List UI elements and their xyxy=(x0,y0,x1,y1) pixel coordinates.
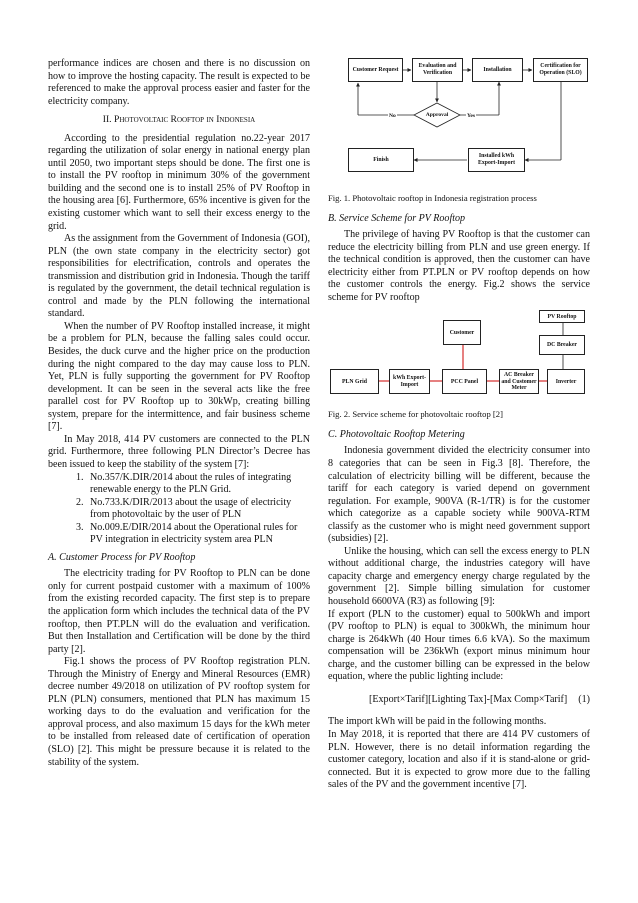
paragraph-housing: Unlike the housing, which can sell the excess energy to PLN without additional charge, the industries category will have capacity charge and emergency energy charge regulated by the government [2]. Simple billing simulation for customer household 6600VA (R3) as following [9]: xyxy=(328,545,590,608)
intro-paragraph: performance indices are chosen and there is no discussion on how to improve the hosting capacity. The result is expected to be referenced to make the approval process easier and faster for the electricity company. xyxy=(48,58,310,107)
figure-1-caption: Fig. 1. Photovoltaic rooftop in Indonesia registration process xyxy=(328,193,537,203)
equation-number: (1) xyxy=(578,693,590,705)
inverter-box: Inverter xyxy=(547,369,585,394)
installation-box: Installation xyxy=(472,58,523,82)
figure-2 xyxy=(328,310,590,396)
left-column xyxy=(48,58,310,769)
subheading-c: C. Photovoltaic Rooftop Metering xyxy=(328,428,465,440)
dc-breaker-box: DC Breaker xyxy=(539,335,585,355)
right-column xyxy=(328,58,590,792)
yes-label: Yes xyxy=(466,110,476,123)
section-heading xyxy=(48,114,310,127)
paragraph-regulation: According to the presidential regulation no.22-year 2017 regarding the utilization of solar energy in national energy plan until 2050, two important steps should be done. The first one is to install the PV rooftop in minimum 30% of the government building and the second one is to install 25% of PV Rooftop in the housing area [6]. Furthermore, 65% incentive is given for the existing customer which want to sell their excess energy to the grid. xyxy=(48,132,310,232)
paragraph-trading: The electricity trading for PV Rooftop to PLN can be done only for current postpaid customer with a maximum of 100% from the existing recorded capacity. The first step is to prepare the application form which includes the technical data of the PV rooftop, then PT.PLN will do the evaluation and verification. But then Installation and Certification will be done by the third party [2]. xyxy=(48,568,310,655)
list-item: 1. No.357/K.DIR/2014 about the rules of integrating renewable energy to the PLN Grid. xyxy=(86,472,310,497)
paragraph-customers: In May 2018, 414 PV customers are connected to the PLN grid. Furthermore, three following PLN Director’s Decree has been issued to keep the stability of the system [7]: xyxy=(48,433,310,470)
equation-expression: [Export×Tarif][Lighting Tax]-[Max Comp×Tarif] xyxy=(369,693,568,705)
customer-request-box: Customer Request xyxy=(348,58,403,82)
no-label: No xyxy=(388,110,397,123)
list-item: 2. No.733.K/DIR/2013 about the usage of electricity from photovoltaic by the user of PLN xyxy=(86,497,310,522)
finish-box: Finish xyxy=(348,148,414,172)
kwh-export-import-box: kWh Export-Import xyxy=(389,369,430,394)
paragraph-pln-problem: When the number of PV Rooftop installed increase, it might be a problem for PLN, because the falling sales could occur. Besides, the duck curve and the higher price on the production during the night compared to the day may cause loss to PLN. Yet, PLN is fully supporting the government for PV Rooftop development. It can be seen in the several acts like the free parallel cost for PV Rooftop up to 30kWp, creating billing system, prepare for the intermittence, and fair business scheme [7]. xyxy=(48,320,310,433)
subheading-b: B. Service Scheme for PV Rooftop xyxy=(328,212,466,224)
approval-label: Approval xyxy=(425,112,449,118)
subheading-a: A. Customer Process for PV Rooftop xyxy=(48,551,196,563)
decree-list xyxy=(48,472,310,547)
pcc-panel-box: PCC Panel xyxy=(442,369,487,394)
certification-box: Certification for Operation (SLO) xyxy=(533,58,588,82)
equation-1 xyxy=(328,694,590,707)
list-item: 3. No.009.E/DIR/2014 about the Operational rules for PV integration in electricity system area PLN xyxy=(86,522,310,547)
installed-kwh-box: Installed kWh Export-Import xyxy=(468,148,525,172)
pv-rooftop-box: PV Rooftop xyxy=(539,310,585,323)
evaluation-box: Evaluation and Verification xyxy=(412,58,463,82)
paragraph-fig1-description: Fig.1 shows the process of PV Rooftop registration PLN. Through the Ministry of Energy and Mineral Resources (EMR) decree number 49/2018 on utilization of PV rooftop system for PLN (PLN) consumers, mentioned that PLN has maximum 15 working days to do the evaluation and verification for the approval process, and also maximum 15 days for the kWh meter to be installed from released date of certification of operation (SLO) [2]. This might be pressure because it is related to the stability of the system. xyxy=(48,656,310,768)
paragraph-export: If export (PLN to the customer) equal to 500kWh and import (PV rooftop to PLN) is equal to 300kWh, the minimum hour charge is 264kWh (40 Hour times 6.6 kVA). So the maximum compensation will be 236kWh (export minus minimum hour charge, and the customer billing can be expressed in the below equation, where the public lighting include: xyxy=(328,608,590,683)
paragraph-privilege: The privilege of having PV Rooftop is that the customer can reduce the electricity billing from PLN and use green energy. If the technical condition is approved, then the customer can have electricity either from PT.PLN or PV rooftop depends on how the customer controls the energy. Fig.2 shows the service scheme for PV rooftop xyxy=(328,229,590,303)
paragraph-may-2018: In May 2018, it is reported that there are 414 PV customers of PLN. However, there is no detail information regarding the customer category, location and also if it is stand-alone or grid-connected. But it is expected to grow more due to the falling sales of the PV and the government incentive [7]. xyxy=(328,728,590,791)
paragraph-import: The import kWh will be paid in the following months. xyxy=(328,716,547,728)
ac-breaker-box: AC Breaker and Customer Meter xyxy=(499,369,539,394)
section-heading-text: II. Photovoltaic Rooftop in Indonesia xyxy=(102,114,256,126)
figure-2-caption: Fig. 2. Service scheme for photovoltaic rooftop [2] xyxy=(328,409,503,420)
figure-1 xyxy=(328,58,590,186)
paragraph-pln-role: As the assignment from the Government of Indonesia (GOI), PLN (the own state company in the electricity sector) got responsibilities for electrification, controls and operates the transmission and distribution grid in Indonesia. Though the tariff is regulated by the government, the detail technical regulation is control and made by the PLN following the international standard. xyxy=(48,233,310,320)
customer-box: Customer xyxy=(443,320,481,345)
pln-grid-box: PLN Grid xyxy=(330,369,379,394)
paragraph-categories: Indonesia government divided the electricity consumer into 8 categories that can be seen in Fig.3 [8]. Therefore, the calculation of electricity billing will be different, because the tariff for each category is varied depend on government regulation. For example, 900VA (R-1/TR) is for the customer which categorize as a capable society while 900VA-RTM classify as the customer who is might need government support (subsidies) [2]. xyxy=(328,445,590,545)
